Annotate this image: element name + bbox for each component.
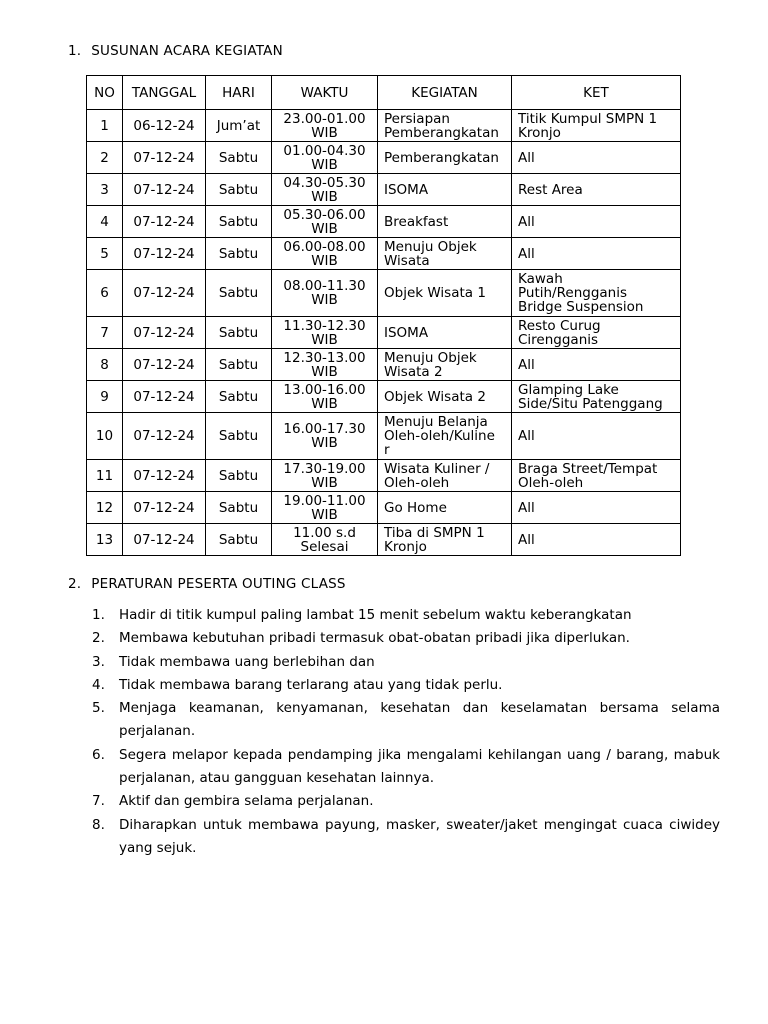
cell-no-text: 7 bbox=[100, 324, 109, 341]
rule-item bbox=[92, 674, 720, 697]
cell-ket-text: All bbox=[518, 213, 535, 230]
cell-kegiatan-text: ISOMA bbox=[384, 324, 429, 341]
cell-hari-text: Sabtu bbox=[218, 428, 259, 444]
cell-kegiatan bbox=[378, 270, 512, 317]
cell-waktu-text: 13.00-16.00 WIB bbox=[283, 381, 366, 412]
cell-hari-text: Sabtu bbox=[218, 467, 259, 484]
cell-kegiatan-text: Pemberangkatan bbox=[384, 149, 499, 166]
cell-hari-text: Sabtu bbox=[218, 324, 259, 341]
rule-text: Tidak membawa barang terlarang atau yang tidak perlu. bbox=[119, 676, 503, 693]
header-no: NO bbox=[87, 76, 123, 110]
cell-tanggal bbox=[123, 317, 206, 349]
table-row bbox=[87, 317, 681, 349]
cell-waktu bbox=[272, 349, 378, 381]
cell-no bbox=[87, 524, 123, 556]
cell-hari-text: Sabtu bbox=[218, 245, 259, 262]
cell-kegiatan bbox=[378, 174, 512, 206]
cell-waktu-text: 06.00-08.00 WIB bbox=[283, 238, 366, 269]
cell-waktu-text: 01.00-04.30 WIB bbox=[283, 142, 366, 173]
cell-tanggal-text: 07-12-24 bbox=[133, 149, 195, 166]
cell-no-text: 4 bbox=[100, 213, 109, 230]
table-row bbox=[87, 460, 681, 492]
cell-waktu bbox=[272, 270, 378, 317]
rule-text: Membawa kebutuhan pribadi termasuk obat-obatan pribadi jika diperlukan. bbox=[119, 630, 630, 647]
cell-tanggal bbox=[123, 142, 206, 174]
cell-hari-text: Sabtu bbox=[218, 149, 259, 166]
cell-ket bbox=[512, 174, 681, 206]
cell-tanggal-text: 07-12-24 bbox=[133, 245, 195, 262]
cell-no-text: 1 bbox=[100, 117, 109, 134]
table-row bbox=[87, 206, 681, 238]
cell-ket bbox=[512, 524, 681, 556]
cell-hari-text: Sabtu bbox=[218, 213, 259, 230]
cell-hari-text: Sabtu bbox=[218, 356, 259, 373]
cell-tanggal-text: 07-12-24 bbox=[133, 531, 195, 548]
cell-no bbox=[87, 110, 123, 142]
header-kegiatan: KEGIATAN bbox=[378, 76, 512, 110]
rule-item bbox=[92, 627, 720, 650]
cell-tanggal bbox=[123, 174, 206, 206]
cell-ket bbox=[512, 238, 681, 270]
cell-kegiatan bbox=[378, 349, 512, 381]
cell-kegiatan-text: Go Home bbox=[384, 499, 447, 516]
cell-waktu-text: 11.00 s.d Selesai bbox=[293, 524, 356, 555]
cell-no-text: 6 bbox=[100, 285, 109, 301]
cell-kegiatan-text: Wisata Kuliner / Oleh-oleh bbox=[384, 460, 490, 491]
cell-ket-text: Titik Kumpul SMPN 1 Kronjo bbox=[518, 110, 658, 141]
cell-waktu-text: 05.30-06.00 WIB bbox=[283, 206, 366, 237]
cell-kegiatan bbox=[378, 238, 512, 270]
header-hari: HARI bbox=[206, 76, 272, 110]
rule-text: Diharapkan untuk membawa payung, masker, sweater/jaket mengingat cuaca ciwidey yang sejuk. bbox=[119, 816, 720, 856]
cell-tanggal-text: 07-12-24 bbox=[133, 285, 195, 301]
table-row bbox=[87, 413, 681, 460]
cell-waktu-text: 08.00-11.30 WIB bbox=[283, 278, 366, 308]
cell-no bbox=[87, 349, 123, 381]
cell-hari-text: Sabtu bbox=[218, 181, 259, 198]
cell-no-text: 3 bbox=[100, 181, 109, 198]
cell-tanggal-text: 07-12-24 bbox=[133, 324, 195, 341]
cell-no bbox=[87, 413, 123, 460]
section-2-title: PERATURAN PESERTA OUTING CLASS bbox=[91, 576, 346, 592]
cell-hari bbox=[206, 460, 272, 492]
rule-number: 6. bbox=[92, 746, 105, 763]
cell-tanggal bbox=[123, 492, 206, 524]
cell-no bbox=[87, 381, 123, 413]
section-1-title: SUSUNAN ACARA KEGIATAN bbox=[91, 43, 283, 59]
cell-waktu-text: 12.30-13.00 WIB bbox=[283, 349, 366, 380]
cell-no-text: 12 bbox=[95, 499, 114, 516]
cell-ket-text: Rest Area bbox=[518, 181, 583, 198]
table-row bbox=[87, 492, 681, 524]
table-row bbox=[87, 349, 681, 381]
section-1-number: 1. bbox=[68, 43, 82, 59]
cell-ket-text: Resto Curug Cirengganis bbox=[518, 317, 601, 348]
cell-tanggal-text: 07-12-24 bbox=[133, 356, 195, 373]
header-tanggal: TANGGAL bbox=[123, 76, 206, 110]
cell-kegiatan bbox=[378, 381, 512, 413]
cell-waktu bbox=[272, 142, 378, 174]
cell-hari bbox=[206, 524, 272, 556]
cell-no-text: 9 bbox=[100, 388, 109, 405]
cell-tanggal bbox=[123, 110, 206, 142]
cell-tanggal-text: 07-12-24 bbox=[133, 181, 195, 198]
rule-number: 4. bbox=[92, 676, 105, 693]
cell-tanggal-text: 06-12-24 bbox=[133, 117, 195, 134]
cell-hari bbox=[206, 174, 272, 206]
rule-number: 5. bbox=[92, 700, 105, 717]
cell-waktu-text: 04.30-05.30 WIB bbox=[283, 174, 366, 205]
cell-hari bbox=[206, 238, 272, 270]
cell-no bbox=[87, 492, 123, 524]
cell-kegiatan bbox=[378, 492, 512, 524]
cell-waktu bbox=[272, 110, 378, 142]
cell-ket bbox=[512, 142, 681, 174]
table-row bbox=[87, 524, 681, 556]
cell-ket-text: Braga Street/Tempat Oleh-oleh bbox=[518, 460, 658, 491]
cell-tanggal bbox=[123, 206, 206, 238]
cell-ket bbox=[512, 206, 681, 238]
rule-number: 8. bbox=[92, 816, 105, 833]
cell-no-text: 11 bbox=[95, 467, 114, 484]
cell-hari-text: Sabtu bbox=[218, 499, 259, 516]
cell-ket-text: All bbox=[518, 245, 535, 262]
table-row bbox=[87, 238, 681, 270]
section-1-heading bbox=[68, 43, 283, 59]
rule-number: 7. bbox=[92, 793, 105, 810]
cell-no-text: 13 bbox=[95, 531, 114, 548]
rule-number: 3. bbox=[92, 653, 105, 670]
table-row bbox=[87, 110, 681, 142]
cell-waktu bbox=[272, 492, 378, 524]
header-waktu: WAKTU bbox=[272, 76, 378, 110]
cell-kegiatan bbox=[378, 460, 512, 492]
cell-tanggal bbox=[123, 238, 206, 270]
cell-tanggal-text: 07-12-24 bbox=[133, 499, 195, 516]
cell-hari-text: Jum’at bbox=[216, 117, 261, 134]
section-2-heading bbox=[68, 576, 346, 592]
cell-kegiatan bbox=[378, 206, 512, 238]
cell-no-text: 5 bbox=[100, 245, 109, 262]
cell-waktu bbox=[272, 174, 378, 206]
cell-waktu bbox=[272, 238, 378, 270]
rule-item bbox=[92, 814, 720, 861]
header-ket: KET bbox=[512, 76, 681, 110]
cell-ket-text: All bbox=[518, 531, 535, 548]
cell-ket bbox=[512, 110, 681, 142]
cell-tanggal bbox=[123, 270, 206, 317]
cell-kegiatan bbox=[378, 110, 512, 142]
cell-tanggal-text: 07-12-24 bbox=[133, 213, 195, 230]
cell-no bbox=[87, 142, 123, 174]
cell-waktu bbox=[272, 413, 378, 460]
cell-hari bbox=[206, 270, 272, 317]
cell-waktu bbox=[272, 317, 378, 349]
cell-ket bbox=[512, 413, 681, 460]
cell-kegiatan bbox=[378, 317, 512, 349]
rule-number: 2. bbox=[92, 630, 105, 647]
cell-tanggal-text: 07-12-24 bbox=[133, 467, 195, 484]
cell-no bbox=[87, 270, 123, 317]
cell-kegiatan-text: Objek Wisata 1 bbox=[384, 285, 486, 301]
rule-item bbox=[92, 790, 720, 813]
table-row bbox=[87, 381, 681, 413]
cell-waktu-text: 23.00-01.00 WIB bbox=[283, 110, 366, 141]
schedule-table bbox=[86, 75, 681, 556]
cell-hari bbox=[206, 413, 272, 460]
cell-waktu-text: 16.00-17.30 WIB bbox=[283, 421, 366, 451]
rule-text: Menjaga keamanan, kenyamanan, kesehatan dan keselamatan bersama selama perjalanan. bbox=[119, 700, 720, 740]
table-row bbox=[87, 270, 681, 317]
rule-text: Aktif dan gembira selama perjalanan. bbox=[119, 793, 374, 810]
rule-item bbox=[92, 744, 720, 791]
cell-waktu-text: 11.30-12.30 WIB bbox=[283, 317, 366, 348]
rule-number: 1. bbox=[92, 607, 105, 623]
rule-item bbox=[92, 651, 720, 674]
cell-hari-text: Sabtu bbox=[218, 531, 259, 548]
cell-ket-text: All bbox=[518, 499, 535, 516]
cell-hari-text: Sabtu bbox=[218, 388, 259, 405]
cell-ket bbox=[512, 381, 681, 413]
cell-ket bbox=[512, 317, 681, 349]
rule-text: Tidak membawa uang berlebihan dan bbox=[119, 653, 375, 670]
cell-kegiatan-text: Breakfast bbox=[384, 213, 449, 230]
cell-tanggal bbox=[123, 460, 206, 492]
cell-kegiatan-text: Menuju Belanja Oleh-oleh/Kuline r bbox=[384, 414, 495, 458]
cell-kegiatan bbox=[378, 142, 512, 174]
cell-kegiatan-text: Menuju Objek Wisata 2 bbox=[384, 349, 477, 380]
cell-waktu bbox=[272, 206, 378, 238]
cell-kegiatan-text: Menuju Objek Wisata bbox=[384, 238, 477, 269]
cell-hari bbox=[206, 317, 272, 349]
cell-waktu-text: 19.00-11.00 WIB bbox=[283, 492, 366, 523]
cell-no-text: 10 bbox=[95, 428, 114, 444]
cell-no bbox=[87, 460, 123, 492]
cell-kegiatan-text: Persiapan Pemberangkatan bbox=[384, 110, 499, 141]
cell-waktu bbox=[272, 381, 378, 413]
cell-no bbox=[87, 206, 123, 238]
cell-tanggal bbox=[123, 381, 206, 413]
cell-tanggal bbox=[123, 524, 206, 556]
cell-tanggal bbox=[123, 413, 206, 460]
cell-ket-text: All bbox=[518, 428, 535, 444]
cell-ket bbox=[512, 270, 681, 317]
cell-kegiatan-text: Tiba di SMPN 1 Kronjo bbox=[384, 524, 485, 555]
cell-ket bbox=[512, 460, 681, 492]
cell-hari bbox=[206, 381, 272, 413]
cell-tanggal-text: 07-12-24 bbox=[133, 428, 195, 444]
cell-kegiatan-text: Objek Wisata 2 bbox=[384, 388, 486, 405]
cell-ket-text: All bbox=[518, 356, 535, 373]
cell-hari bbox=[206, 142, 272, 174]
cell-hari bbox=[206, 492, 272, 524]
cell-hari bbox=[206, 349, 272, 381]
cell-tanggal-text: 07-12-24 bbox=[133, 388, 195, 405]
cell-kegiatan bbox=[378, 524, 512, 556]
rule-text: Hadir di titik kumpul paling lambat 15 menit sebelum waktu keberangkatan bbox=[119, 607, 632, 623]
cell-no-text: 8 bbox=[100, 356, 109, 373]
rules-list bbox=[92, 604, 720, 860]
cell-waktu bbox=[272, 524, 378, 556]
cell-kegiatan-text: ISOMA bbox=[384, 181, 429, 198]
table-row bbox=[87, 142, 681, 174]
cell-no bbox=[87, 317, 123, 349]
table-header-row bbox=[87, 76, 681, 110]
table-row bbox=[87, 174, 681, 206]
cell-ket-text: All bbox=[518, 149, 535, 166]
cell-waktu-text: 17.30-19.00 WIB bbox=[283, 460, 366, 491]
cell-hari-text: Sabtu bbox=[218, 285, 259, 301]
rule-text: Segera melapor kepada pendamping jika mengalami kehilangan uang / barang, mabuk perjalanan, atau gangguan kesehatan lainnya. bbox=[119, 746, 720, 787]
cell-ket-text: Kawah Putih/Rengganis Bridge Suspension bbox=[518, 271, 644, 315]
cell-hari bbox=[206, 206, 272, 238]
cell-hari bbox=[206, 110, 272, 142]
cell-waktu bbox=[272, 460, 378, 492]
cell-ket bbox=[512, 492, 681, 524]
cell-no-text: 2 bbox=[100, 149, 109, 166]
cell-no bbox=[87, 174, 123, 206]
rule-item bbox=[92, 604, 720, 627]
cell-no bbox=[87, 238, 123, 270]
section-2-number: 2. bbox=[68, 576, 82, 592]
rule-item bbox=[92, 697, 720, 744]
cell-ket-text: Glamping Lake Side/Situ Patenggang bbox=[518, 381, 663, 412]
cell-ket bbox=[512, 349, 681, 381]
cell-kegiatan bbox=[378, 413, 512, 460]
cell-tanggal bbox=[123, 349, 206, 381]
